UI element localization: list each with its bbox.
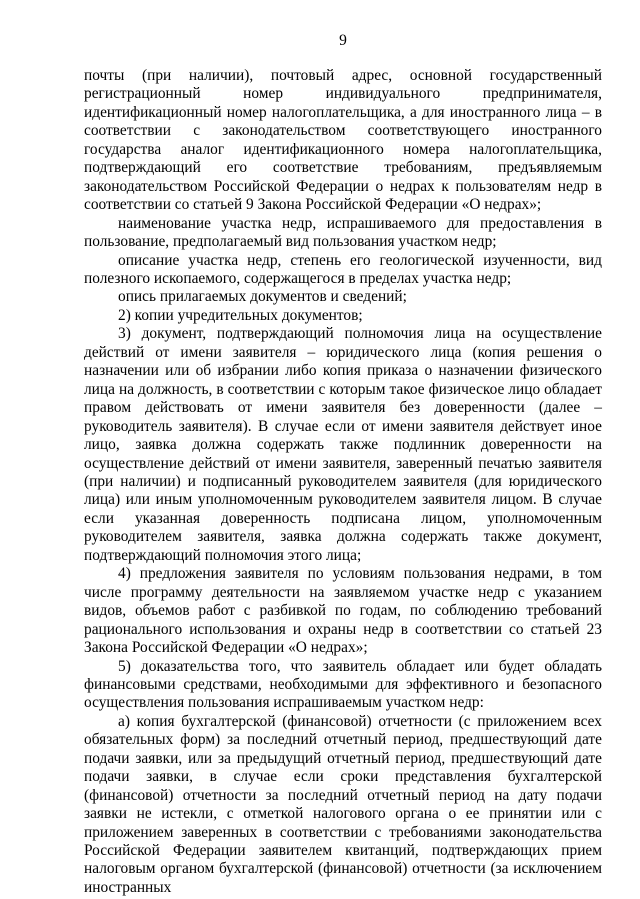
paragraph-item-2-charter-documents: 2) копии учредительных документов; <box>118 306 363 324</box>
paragraph-subsoil-plot-description: описание участка недр, степень его геологической изученности, вид полезного ископаемого, содержащегося в пределах участка недр; <box>84 251 602 287</box>
paragraph-item-4-usage-proposals: 4) предложения заявителя по условиям пользования недрами, в том числе программу деятельности на заявляемом участке недр с указанием видов, объемов работ с разбивкой по годам, по соблюдению требований рационального использования и охраны недр в соответствии со статьей 23 Закона Российской Федерации «О недрах»; <box>84 565 602 657</box>
paragraph-subsoil-plot-name: наименование участка недр, испрашиваемого для предоставления в пользование, предполагаемый вид пользования участком недр; <box>84 214 602 251</box>
paragraph-applicant-details-continued: почты (при наличии), почтовый адрес, основной государственный регистрационный номер индивидуального предпринимателя, идентификационный номер налогоплательщика, а для иностранного лица – в соответствии с законодательством соответствующего иностранного государства аналог идентификационного номера налогоплательщика, подтверждающий его соответствие требованиям, предъявляемым законодательством Российской Федерации о недрах к пользователям недр в соответствии со статьей 9 Закона Российской Федерации «О недрах»; <box>84 67 602 214</box>
paragraph-item-5a-financial-statements: а) копия бухгалтерской (финансовой) отчетности (с приложением всех обязательных форм) за последний отчетный период, предшествующий дате подачи заявки, или за предыдущий отчетный период, предшествующий дате подачи заявки, в случае если сроки представления бухгалтерской (финансовой) отчетности за последний отчетный период на дату подачи заявки не истекли, с отметкой налогового органа о ее принятии или с приложением заверенных в соответствии с требованиями законодательства Российской Федерации заявителем квитанций, подтверждающих прием налоговым органом бухгалтерской (финансовой) отчетности (за исключением иностранных <box>84 712 602 896</box>
document-page <box>84 32 602 897</box>
paragraph-item-3-authority-document: 3) документ, подтверждающий полномочия лица на осуществление действий от имени заявителя – юридического лица (копия решения о назначении или об избрании либо копия приказа о назначении физического лица на должность, в соответствии с которым такое физическое лицо обладает правом действовать от имени заявителя без доверенности (далее – руководитель заявителя). В случае если от имени заявителя действует иное лицо, заявка должна содержать также подлинник доверенности на осуществление действий от имени заявителя, заверенный печатью заявителя (при наличии) и подписанный руководителем заявителя (для юридического лица) или иным уполномоченным руководителем заявителя лицом. В случае если указанная доверенность подписана лицом, уполномоченным руководителем заявителя, заявка должна содержать также документ, подтверждающий полномочия этого лица; <box>84 325 602 564</box>
page-number: 9 <box>339 32 347 49</box>
paragraph-document-inventory: опись прилагаемых документов и сведений; <box>118 288 407 306</box>
document-body <box>84 67 602 897</box>
paragraph-item-5-financial-evidence: 5) доказательства того, что заявитель обладает или будет обладать финансовыми средствами, необходимыми для эффективного и безопасного осуществления пользования испрашиваемым участком недр: <box>84 657 602 712</box>
